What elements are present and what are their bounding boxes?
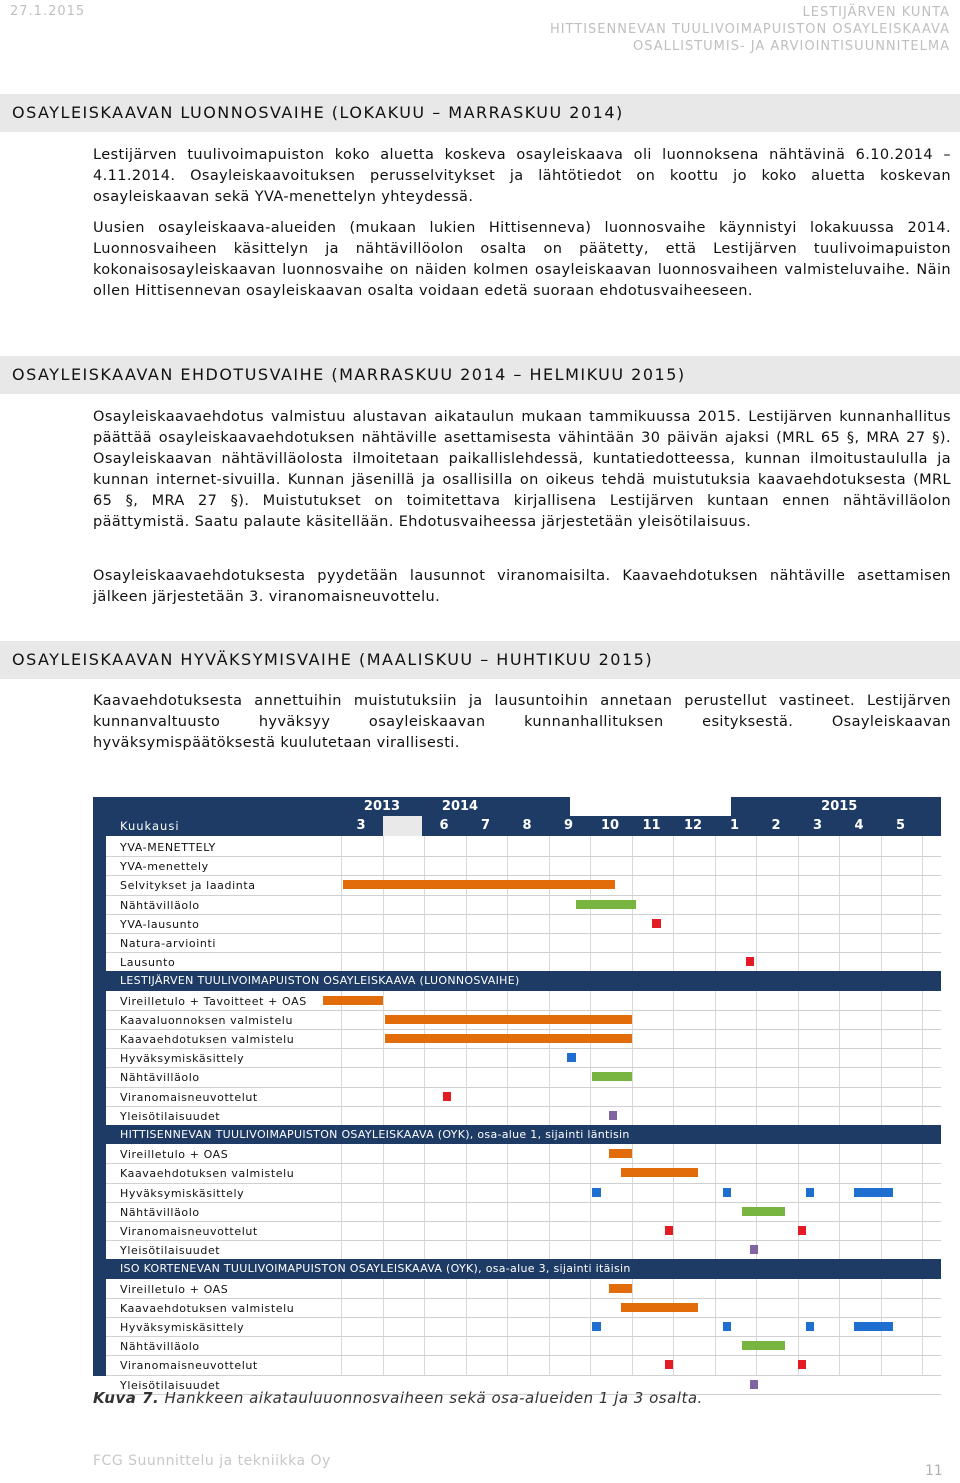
task-label: Kaavaehdotuksen valmistelu [120,1167,295,1181]
task-label: Lausunto [120,956,176,970]
phase-header-label: ISO KORTENEVAN TUULIVOIMAPUISTON OSAYLEISKAAVA (OYK), osa-alue 3, sijainti itäisin [120,1262,631,1276]
month-cell: 2 [771,818,781,833]
month-cell: 4 [854,818,864,833]
paragraph: Lestijärven tuulivoimapuiston koko aluetta koskeva osayleiskaava oli luonnoksena nähtävinä 6.10.2014 – 4.11.2014. Osayleiskaavoituksen perusselvitykset ja lähtötiedot on koottu jo koko aluetta koskevan osayleiskaavan sekä YVA-menettelyn yhteydessä. [93,147,951,205]
gantt-bar-green [592,1072,632,1081]
gantt-bar-orange [385,1015,632,1024]
header-municipality: LESTIJÄRVEN KUNTA [802,5,950,20]
gantt-bar-blue [854,1188,894,1197]
task-row [106,1144,941,1164]
gantt-bar-orange [621,1168,698,1177]
year-label: 2014 [441,799,479,814]
task-row [106,1336,941,1356]
header-document-type: OSALLISTUMIS- JA ARVIOINTISUUNNITELMA [633,39,950,54]
task-label: Yleisötilaisuudet [120,1244,221,1258]
gantt-bar-orange [609,1149,632,1158]
caption-text: Hankkeen aikatauluuonnosvaiheen sekä osa-alueiden 1 ja 3 osalta. [164,1389,703,1407]
task-row [106,1067,941,1087]
task-label: Vireilletulo + OAS [120,1282,229,1296]
month-cell [383,816,423,836]
gantt-body [106,797,941,1392]
gantt-bar-green [576,900,636,909]
gantt-bar-orange [621,1303,698,1312]
task-label: Nähtävilläolo [120,1340,200,1354]
gantt-bar-blue [854,1322,894,1331]
month-cell: 8 [522,818,532,833]
month-cell: 3 [812,818,823,833]
gantt-bar-red [652,919,660,928]
gantt-bar-purple [609,1111,617,1120]
task-label: Vireilletulo + OAS [120,1148,229,1162]
task-label: Nähtävilläolo [120,898,200,912]
gantt-bar-blue [592,1188,600,1197]
task-label: YVA-menettely [120,860,209,874]
task-label: YVA-MENETTELY [120,841,216,854]
task-row [106,856,941,876]
gantt-bar-blue [723,1322,731,1331]
gantt-bar-blue [723,1188,731,1197]
header-block [550,4,950,55]
month-cell: 1 [729,818,740,833]
paragraph: Kaavaehdotuksesta annettuihin muistutuksiin ja lausuntoihin annetaan perustellut vastineet. Lestijärven kunnanvaltuusto hyväksyy osayleiskaavan kunnanhallituksen esityksestä. Osayleiskaavan hyväksymispäätöksestä kuulutetaan virallisesti. [93,693,951,751]
caption-label: Kuva 7. [93,1389,160,1407]
gantt-bar-blue [567,1053,575,1062]
gantt-bar-purple [750,1245,758,1254]
task-label: Hyväksymiskäsittely [120,1321,245,1334]
gantt-bar-green [742,1341,786,1350]
task-label: Nähtävilläolo [120,1205,200,1219]
gantt-bar-red [746,957,754,966]
task-label: Hyväksymiskäsittely [120,1052,245,1066]
task-row [106,933,941,953]
gantt-bar-red [665,1360,673,1369]
footer-company: FCG Suunnittelu ja tekniikka Oy [93,1453,331,1469]
section-title: OSAYLEISKAAVAN LUONNOSVAIHE (LOKAKUU – MARRASKUU 2014) [12,103,624,122]
gantt-bar-blue [806,1188,814,1197]
gantt-bar-orange [385,1034,632,1043]
task-label: Kaavaehdotuksen valmistelu [120,1033,295,1046]
gantt-bar-purple [750,1380,758,1389]
paragraph: Osayleiskaavaehdotuksesta pyydetään lausunnot viranomaisilta. Kaavaehdotuksen nähtäville asettamisen jälkeen järjestetään 3. viranomaisneuvottelu. [93,568,951,605]
section-band [0,94,960,132]
task-label: Viranomaisneuvottelut [120,1090,258,1104]
gantt-bar-orange [609,1284,632,1293]
section-band [0,641,960,679]
month-row-label: Kuukausi [120,819,180,833]
month-cell: 10 [600,818,620,833]
section-band [0,356,960,394]
figure-caption [93,1389,703,1407]
task-label: Yleisötilaisuudet [120,1378,221,1392]
paragraph: Uusien osayleiskaava-alueiden (mukaan lukien Hittisenneva) luonnosvaihe käynnistyi lokakuussa 2014. Luonnosvaiheen käsittelyn ja nähtävillöolon osalta on päätetty, että Lestijärven tuulivoimapuiston kokonaisosayleiskaavan luonnosvaihe on näiden kolmen osayleiskaavan luonnosvaiheen valmisteluvaihe. Näin ollen Hittisennevan osayleiskaavan osalta voidaan edetä suoraan ehdotusvaiheeseen. [93,220,951,299]
task-row [106,952,941,972]
gantt-bar-red [798,1226,806,1235]
month-cell: 6 [439,818,449,833]
task-label: Natura-arviointi [120,937,217,950]
task-row [106,1106,941,1126]
gantt-bar-blue [592,1322,600,1331]
gantt-bar-red [798,1360,806,1369]
gantt-bar-orange [343,880,615,889]
gantt-bar-green [742,1207,786,1216]
task-row [106,837,941,857]
phase-header-label: HITTISENNEVAN TUULIVOIMAPUISTON OSAYLEISKAAVA (OYK), osa-alue 1, sijainti läntisin [120,1128,630,1141]
month-cell: 9 [563,818,574,833]
section-title: OSAYLEISKAAVAN HYVÄKSYMISVAIHE (MAALISKUU – HUHTIKUU 2015) [12,650,654,669]
header-plan-name: HITTISENNEVAN TUULIVOIMAPUISTON OSAYLEISKAAVA [549,22,950,37]
task-label: Viranomaisneuvottelut [120,1225,258,1238]
task-label: Kaavaehdotuksen valmistelu [120,1301,295,1315]
task-label: Hyväksymiskäsittely [120,1186,245,1200]
month-cell: 12 [683,818,703,833]
gantt-bar-red [443,1092,451,1101]
month-cell: 7 [480,818,491,833]
year-header-gap [570,797,731,816]
task-row [106,1240,941,1260]
month-cell: 5 [895,818,906,833]
task-row [106,1202,941,1222]
gantt-bar-orange [323,996,383,1005]
task-row [106,895,941,915]
task-label: Yleisötilaisuudet [120,1109,221,1123]
task-label: Vireilletulo + Tavoitteet + OAS [120,994,307,1008]
task-label: Kaavaluonnoksen valmistelu [120,1013,294,1027]
year-label: 2015 [821,799,858,814]
page-number: 11 [925,1463,943,1479]
phase-header-label: LESTIJÄRVEN TUULIVOIMAPUISTON OSAYLEISKAAVA (LUONNOSVAIHE) [120,974,520,988]
header-date: 27.1.2015 [10,4,86,19]
task-row [106,1279,941,1299]
paragraph: Osayleiskaavaehdotus valmistuu alustavan aikataulun mukaan tammikuussa 2015. Lestijärven kunnanhallitus päättää osayleiskaavaehdotuksen nähtäville asettamisesta vähintään 30 päivän ajaksi (MRL 65 §, MRA 27 §). Osayleiskaavan nähtävilläolosta ilmoitetaan paikallislehdessä, kuntatiedotteessa, kunnan ilmoitustaululla ja kunnan internet-sivuilla. Kunnan jäsenillä ja osallisilla on oikeus tehdä muistutuksia kaavaehdotuksesta (MRL 65 §, MRA 27 §). Muistutukset on toimitettava kirjallisena Lestijärven kuntaan ennen nähtävilläolon päättymistä. Saatu palaute käsitellään. Ehdotusvaiheessa järjestetään yleisötilaisuus. [93,409,951,530]
year-label: 2013 [363,799,401,814]
section-title: OSAYLEISKAAVAN EHDOTUSVAIHE (MARRASKUU 2014 – HELMIKUU 2015) [12,365,686,384]
gantt-bar-red [665,1226,673,1235]
task-label: YVA-lausunto [120,917,200,931]
month-cell: 3 [356,818,366,833]
gantt-chart [93,797,941,1392]
task-label: Selvitykset ja laadinta [120,879,256,893]
task-label: Viranomaisneuvottelut [120,1359,258,1373]
task-row [106,914,941,934]
task-label: Nähtävilläolo [120,1071,200,1085]
gantt-bar-blue [806,1322,814,1331]
month-cell: 11 [642,818,661,833]
